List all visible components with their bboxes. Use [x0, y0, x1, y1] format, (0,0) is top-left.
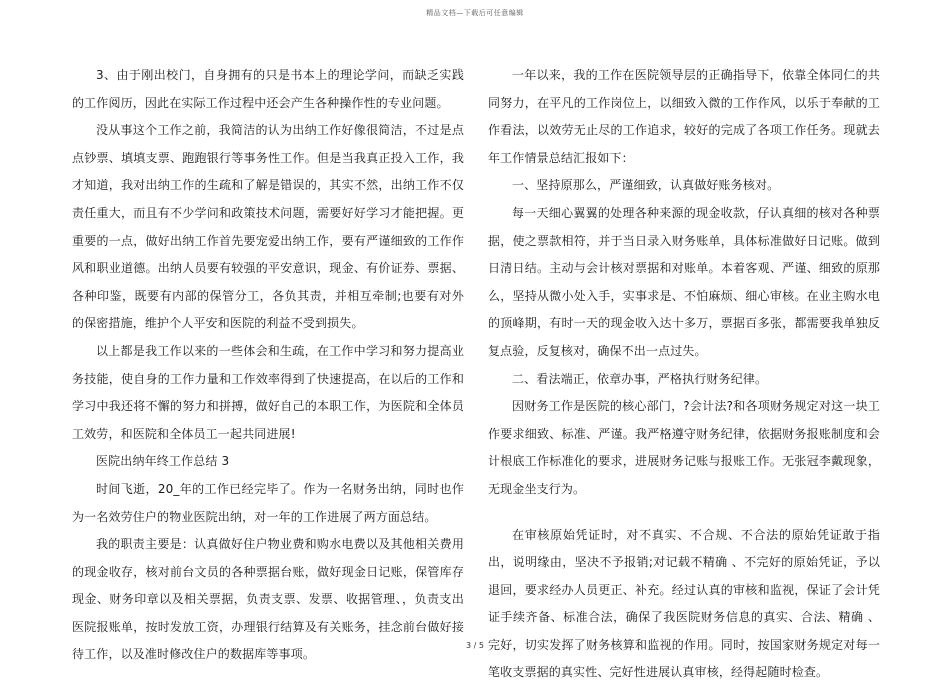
section-heading: 一、坚持原那么，严谨细致，认真做好账务核对。 — [488, 172, 880, 200]
page-number: 3 / 5 — [0, 641, 950, 650]
paragraph: 没从事这个工作之前，我简洁的认为出纳工作好像很简洁，不过是点点钞票、填填支票、跑跑银行等事务性工作。但是当我真正投入工作，我才知道，我对出纳工作的生疏和了解是错误的，其实不然，出纳工作不仅责任重大，而且有不少学问和政策技术问题，需要好好学习才能把握。更重要的一点，做好出纳工作首先要宠爱出纳工作，要有严谨细致的工作作风和职业道德。出纳人员要有较强的平安意识，现金、有价证券、票据、各种印鉴，既要有内部的保管分工，各负其责，并相互牵制;也要有对外的保密措施，维护个人平安和医院的利益不受到损失。 — [72, 117, 464, 338]
paragraph: 时间飞逝，20_年的工作已经完毕了。作为一名财务出纳，同时也作为一名效劳住户的物业医院出纳，对一年的工作进展了两方面总结。 — [72, 476, 464, 531]
section-heading: 二、看法端正，依章办事，严格执行财务纪律。 — [488, 366, 880, 394]
paragraph: 3、由于刚出校门，自身拥有的只是书本上的理论学问，而缺乏实践的工作阅历，因此在实际工作过程中还会产生各种操作性的专业问题。 — [72, 62, 464, 117]
paragraph: 每一天细心翼翼的处理各种来源的现金收款，仔认真细的核对各种票据，使之票款相符，并于当日录入财务账单，具体标准做好日记账。做到日清日结。主动与会计核对票据和对账单。本着客观、严谨、细致的原那么，坚持从微小处入手，实事求是、不怕麻烦、细心审核。在业主购水电的顶峰期，有时一天的现金收入达十多万，票据百多张，都需要我单独反复点验，反复核对，确保不出一点过失。 — [488, 200, 880, 366]
right-column — [488, 62, 880, 687]
paragraph: 因财务工作是医院的核心部门，?会计法?和各项财务规定对这一块工作要求细致、标准、严谨。我严格遵守财务纪律，依据财务报账制度和会计根底工作标准化的要求，进展财务记账与报账工作。无张冠李戴现象，无现金坐支行为。 — [488, 393, 880, 503]
page-header: 精品文档—下载后可任意编辑 — [0, 8, 950, 18]
paragraph: 以上都是我工作以来的一些体会和生疏，在工作中学习和努力提高业务技能，使自身的工作力量和工作效率得到了快速提高，在以后的工作和学习中我还将不懈的努力和拼搏，做好自己的本职工作，为医院和全体员工效劳，和医院和全体员工一起共同进展! — [72, 338, 464, 448]
section-heading: 医院出纳年终工作总结 3 — [72, 448, 464, 476]
paragraph: 在审核原始凭证时，对不真实、不合规、不合法的原始凭证敢于指出，说明缘由，坚决不予报销;对记载不精确 、不完好的原始凭证，予以退回，要求经办人员更正、补充。经过认真的审核和监视，保证了会计凭证手续齐备、标准合法，确保了我医院财务信息的真实、合法、精确 、完好，切实发挥了财务核算和监视的作用。同时，按国家财务规定对每一笔收支票据的真实性、完好性进展认真审核，经得起随时检查。 — [488, 522, 880, 687]
left-column — [72, 62, 464, 669]
paragraph: 我的职责主要是：认真做好住户物业费和购水电费以及其他相关费用的现金收存，核对前台文员的各种票据台账，做好现金日记账，保管库存现金、财务印章以及相关票据，负责支票、发票、收据管理、，负责支出医院报账单，按时发放工资，办理银行结算及有关账务，挂念前台做好接待工作，以及准时修改住户的数据库等事项。 — [72, 531, 464, 669]
paragraph: 一年以来，我的工作在医院领导层的正确指导下，依靠全体同仁的共同努力，在平凡的工作岗位上，以细致入微的工作作风，以乐于奉献的工作看法，以效劳无止尽的工作追求，较好的完成了各项工作任务。现就去年工作情景总结汇报如下： — [488, 62, 880, 172]
